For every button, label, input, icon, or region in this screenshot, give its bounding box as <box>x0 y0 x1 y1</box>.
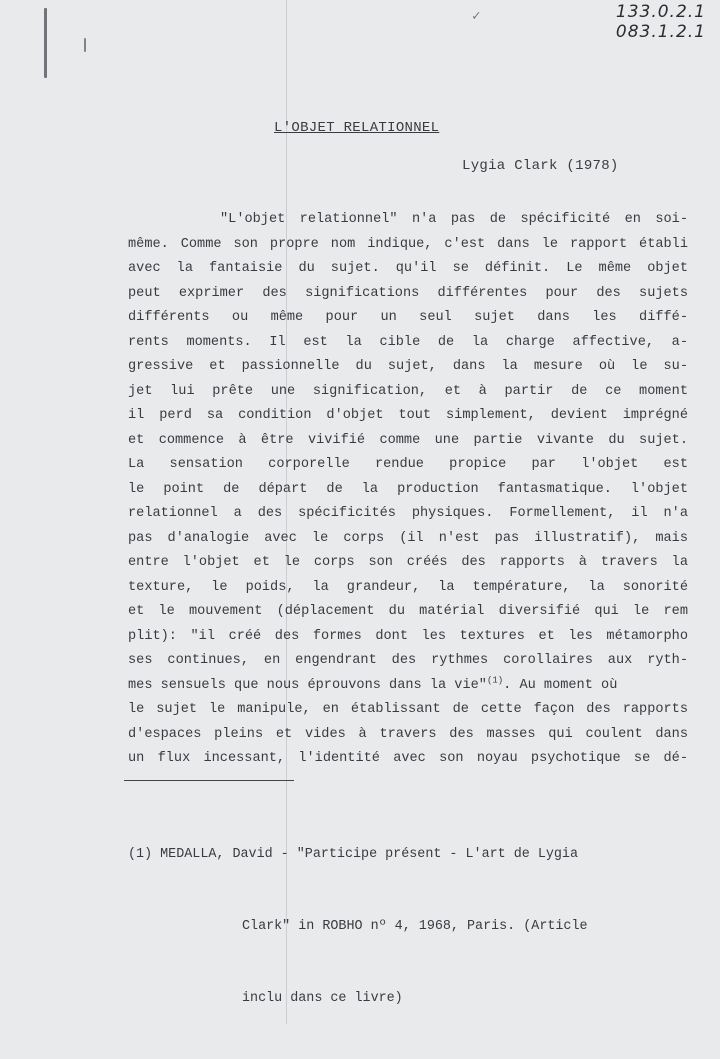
binder-mark-small <box>84 38 86 52</box>
body-line: gressive et passionnelle du sujet, dans la mesure où le su- <box>128 359 688 374</box>
body-line: La sensation corporelle rendue propice par l'objet est <box>128 457 688 472</box>
body-line: il perd sa condition d'objet tout simplement, devient imprégné <box>128 408 688 423</box>
body-line: et commence à être vivifié comme une partie vivante du sujet. <box>128 432 688 448</box>
body-line: le point de départ de la production fantasmatique. l'objet <box>128 481 688 497</box>
body-line: avec la fantaisie du sujet. qu'il se définit. Le même objet <box>128 261 688 276</box>
body-line: peut exprimer des significations différentes pour des sujets <box>128 285 688 301</box>
footnote-line-3: inclu dans ce livre) <box>242 991 403 1006</box>
footnote-divider <box>124 780 294 781</box>
body-line: et le mouvement (déplacement du matérial diversifié qui le rem <box>128 604 688 619</box>
body-line: pas d'analogie avec le corps (il n'est pas illustratif), mais <box>128 530 688 546</box>
body-line-with-footnote <box>128 674 688 699</box>
body-line: plit): "il créé des formes dont les textures et les métamorpho <box>128 628 688 644</box>
body-line: différents ou même pour un seul sujet dans les diffé- <box>128 310 688 325</box>
body-line: même. Comme son propre nom indique, c'est dans le rapport établi <box>128 236 688 252</box>
author-line: Lygia Clark (1978) <box>462 158 619 174</box>
body-line: un flux incessant, l'identité avec son noyau psychotique se dé- <box>128 751 688 766</box>
body-line: le sujet le manipule, en établissant de cette façon des rapports <box>128 702 688 717</box>
check-mark-icon: ✓ <box>472 9 481 25</box>
body-line: d'espaces pleins et vides à travers des masses qui coulent dans <box>128 726 688 742</box>
body-line: entre l'objet et le corps son créés des rapports à travers la <box>128 555 688 570</box>
archive-code-1: 133.0.2.1 <box>615 2 706 22</box>
body-line: jet lui prête une signification, et à partir de ce moment <box>128 383 688 399</box>
page-title: L'OBJET RELATIONNEL <box>274 120 440 136</box>
footnote-line-1: (1) MEDALLA, David - "Participe présent - L'art de Lygia <box>128 847 578 862</box>
archive-codes <box>616 2 706 42</box>
footnote-line-2: Clark" in ROBHO nº 4, 1968, Paris. (Article <box>242 919 588 934</box>
body-line-tail: . Au moment où <box>503 677 618 693</box>
body-line: rents moments. Il est la cible de la charge affective, a- <box>128 334 688 350</box>
body-line-text: mes sensuels que nous éprouvons dans la vie" <box>128 677 487 693</box>
body-text <box>128 208 688 772</box>
binder-mark <box>44 8 47 78</box>
body-line: ses continues, en engendrant des rythmes corollaires aux ryth- <box>128 653 688 668</box>
footnote <box>128 795 588 1059</box>
footnote-marker: (1) <box>486 674 504 685</box>
body-line: relationnel a des spécificités physiques. Formellement, il n'a <box>128 506 688 521</box>
body-line: texture, le poids, la grandeur, la température, la sonorité <box>128 579 688 595</box>
body-line: "L'objet relationnel" n'a pas de spécificité en soi- <box>220 212 688 227</box>
archive-code-2: 083.1.2.1 <box>615 22 706 42</box>
